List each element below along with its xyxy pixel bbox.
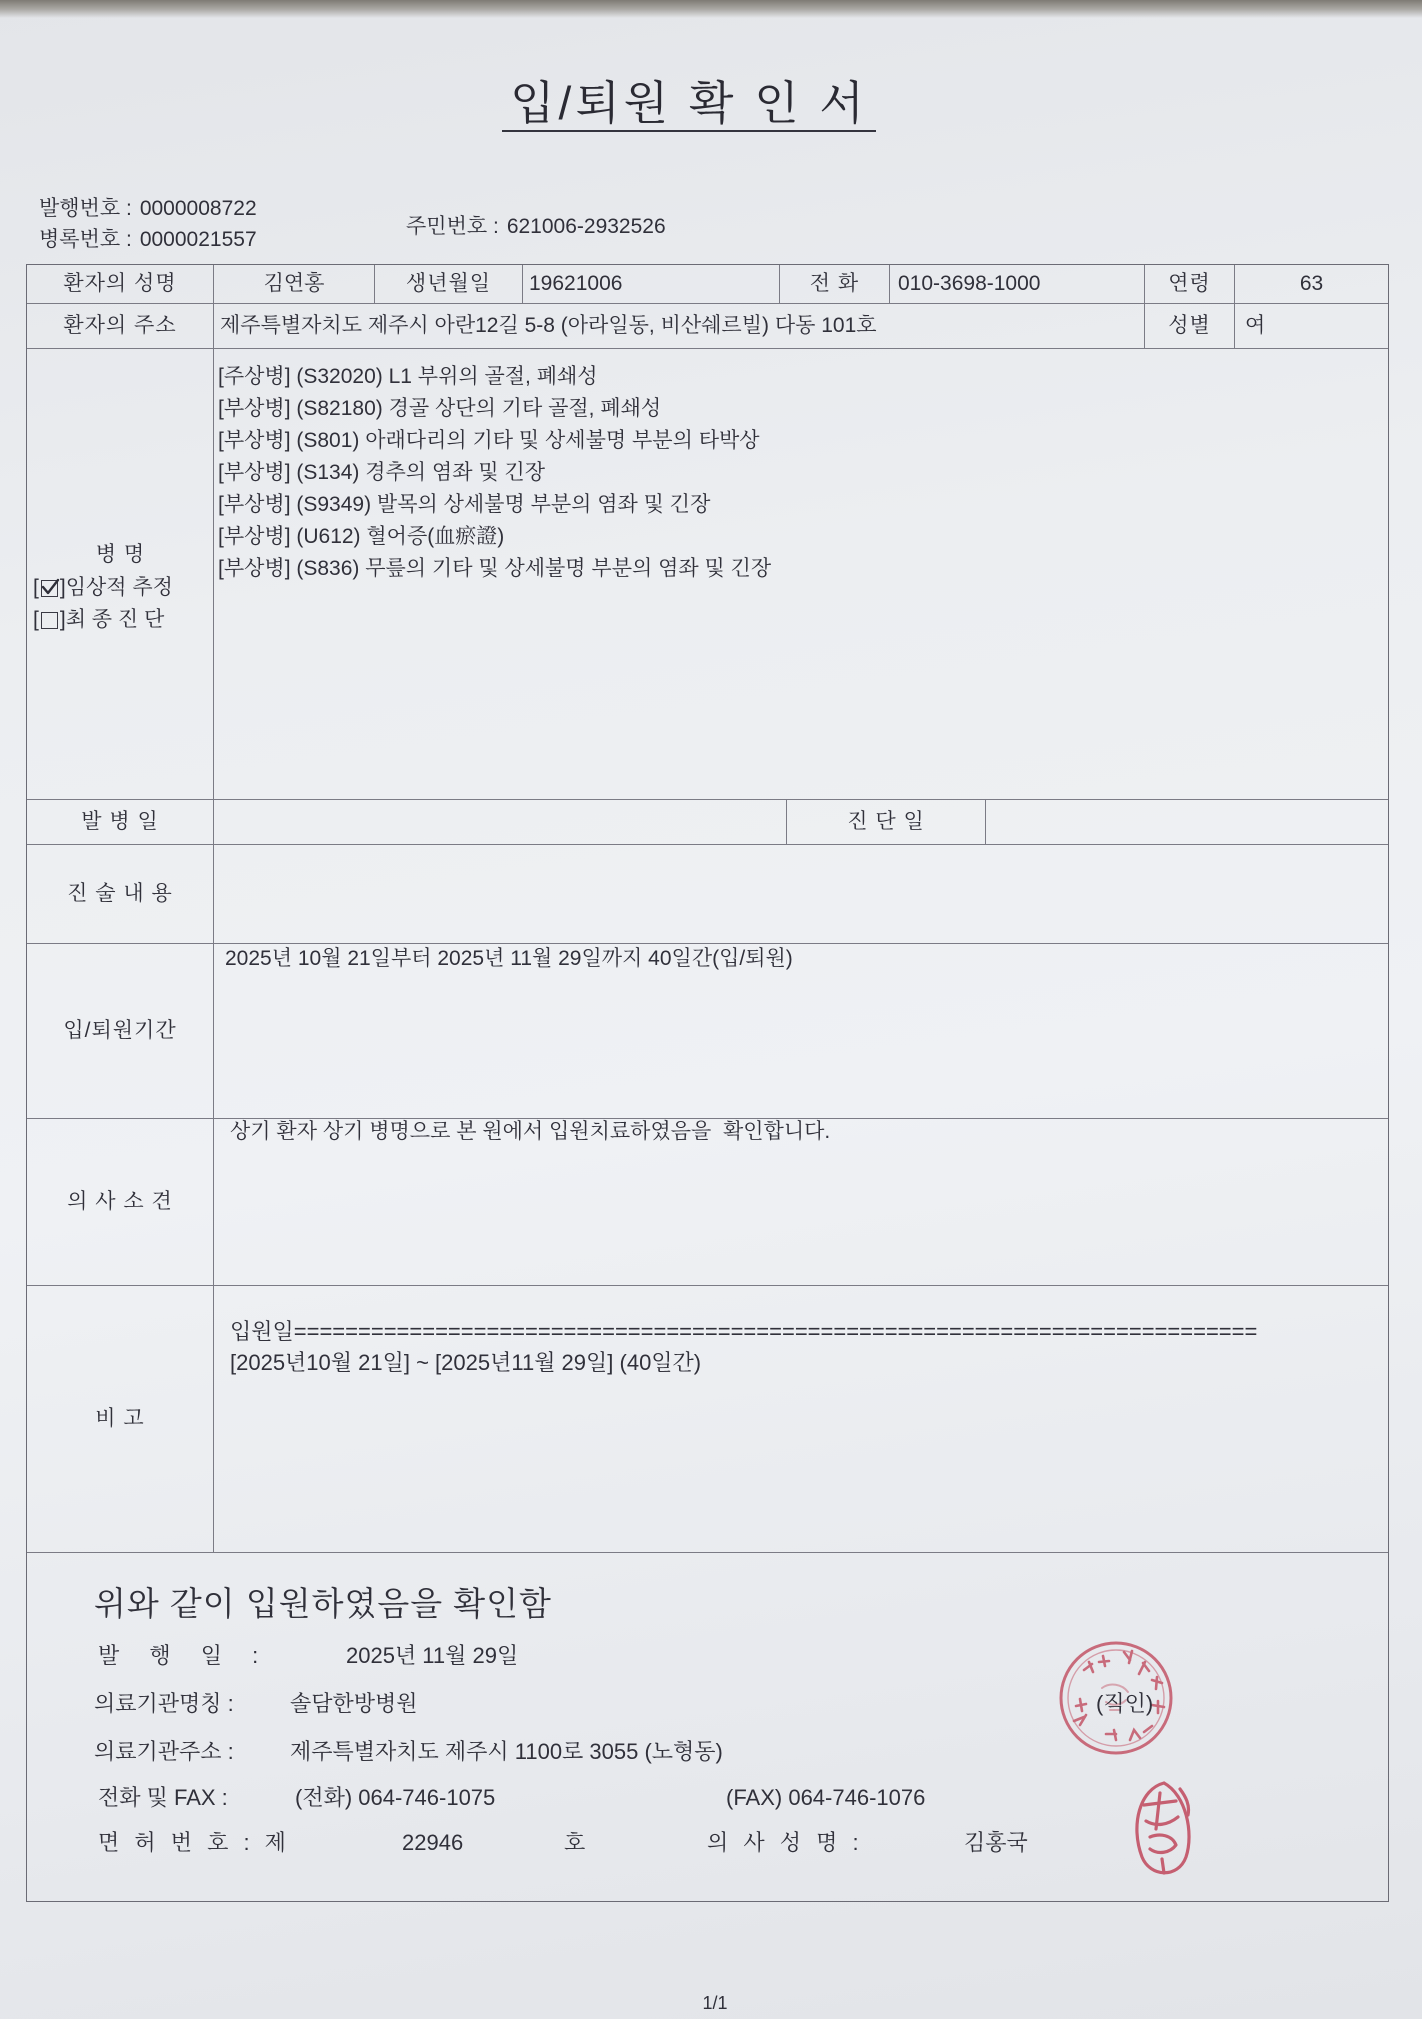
address-label: 환자의 주소 xyxy=(63,314,177,337)
address-cell xyxy=(214,304,1145,349)
license-suffix: 호 xyxy=(564,1830,586,1855)
birth-label: 생년월일 xyxy=(405,272,492,295)
patient-name: 김연홍 xyxy=(263,272,325,295)
issue-number-value: 0000008722 xyxy=(139,197,257,220)
phone-label-cell xyxy=(780,265,890,304)
patient-name-label: 환자의 성명 xyxy=(63,272,177,295)
diagnosis-date-value xyxy=(986,800,1388,845)
institution-address: 제주특별자치도 제주시 1100로 3055 (노형동) xyxy=(290,1739,723,1764)
age-label-cell xyxy=(1145,265,1235,304)
resident-number-label: 주민번호 : xyxy=(406,215,499,238)
issue-date-label: 발 행 일 : xyxy=(98,1643,259,1668)
diagnosis-item: [부상병] (U612) 혈어증(血瘀證) xyxy=(218,525,505,548)
checkbox-box xyxy=(41,612,58,629)
period-label-cell xyxy=(27,944,214,1119)
statement-label-cell xyxy=(27,845,214,944)
document-title: 입/퇴원 확 인 서 xyxy=(502,76,876,132)
doctor-name: 김홍국 xyxy=(964,1830,1028,1855)
age-value: 63 xyxy=(1299,272,1324,295)
seal-label: (직인) xyxy=(1096,1691,1154,1716)
institution-name-label: 의료기관명칭 : xyxy=(94,1691,234,1716)
diagnosis-item: [부상병] (S9349) 발목의 상세불명 부분의 염좌 및 긴장 xyxy=(218,493,711,516)
phone-fax-label: 전화 및 FAX : xyxy=(98,1785,228,1810)
sex-cell xyxy=(1235,304,1388,349)
address-label-cell xyxy=(27,304,214,349)
phone-cell xyxy=(890,265,1145,304)
diagnosis-label: 병 명 xyxy=(95,543,146,566)
final-diagnosis-label: 최 종 진 단 xyxy=(65,608,165,631)
statement-value xyxy=(214,845,1388,944)
period-text: 2025년 10월 21일부터 2025년 11월 29일까지 40일간(입/퇴원) xyxy=(225,947,793,970)
birth-label-cell xyxy=(375,265,523,304)
diagnosis-date-label: 진 단 일 xyxy=(847,810,925,833)
statement-label: 진 술 내 용 xyxy=(67,882,173,905)
bracket-close: ] xyxy=(59,608,66,631)
resident-number-value: 621006-2932526 xyxy=(506,215,666,238)
diagnosis-item: [부상병] (S801) 아래다리의 기타 및 상세불명 부분의 타박상 xyxy=(218,429,760,452)
period-cell xyxy=(214,944,1388,1119)
diagnosis-list xyxy=(214,349,1388,585)
diagnosis-item: [부상병] (S836) 무릎의 기타 및 상세불명 부분의 염좌 및 긴장 xyxy=(218,557,772,580)
license-number: 22946 xyxy=(402,1830,464,1855)
birth-cell xyxy=(523,265,780,304)
page-number: 1/1 xyxy=(702,1993,728,2013)
sex-label: 성별 xyxy=(1168,314,1211,337)
onset-label: 발 병 일 xyxy=(81,810,159,833)
diagnosis-list-cell xyxy=(214,349,1388,800)
checkbox-final-diagnosis xyxy=(33,606,164,634)
opinion-label-cell xyxy=(27,1119,214,1286)
diagnosis-label-cell xyxy=(27,349,214,800)
doctor-signature-icon xyxy=(1120,1775,1200,1885)
period-label: 입/퇴원기간 xyxy=(63,1019,177,1042)
patient-name-label-cell xyxy=(27,265,214,304)
issue-date-value: 2025년 11월 29일 xyxy=(346,1643,519,1668)
confirmation-statement: 위와 같이 입원하였음을 확인함 xyxy=(94,1585,552,1622)
record-number-value: 0000021557 xyxy=(139,228,257,251)
remarks-line: 입원일=========================================================================== xyxy=(230,1319,1258,1344)
address-value: 제주특별자치도 제주시 아란12길 5-8 (아라일동, 비산쉐르빌) 다동 101호 xyxy=(220,314,877,337)
institution-name: 솔담한방병원 xyxy=(290,1691,418,1716)
opinion-text: 상기 환자 상기 병명으로 본 원에서 입원치료하였음을 확인합니다. xyxy=(230,1120,831,1143)
checkbox-box xyxy=(41,580,58,597)
sex-value: 여 xyxy=(1245,314,1266,337)
record-number xyxy=(39,227,257,253)
opinion-label: 의 사 소 견 xyxy=(67,1190,173,1213)
remarks-line: [2025년10월 21일] ~ [2025년11월 29일] (40일간) xyxy=(230,1350,702,1375)
bracket-close: ] xyxy=(59,576,66,599)
patient-name-cell xyxy=(214,265,375,304)
certificate-table xyxy=(26,264,1389,1902)
clinical-estimate-label: 임상적 추정 xyxy=(65,576,173,599)
age-label: 연령 xyxy=(1168,272,1211,295)
resident-number xyxy=(406,214,666,240)
remarks-cell xyxy=(214,1286,1388,1553)
age-cell xyxy=(1235,265,1388,304)
checkbox-clinical-estimate xyxy=(33,574,173,602)
bracket-open: [ xyxy=(33,608,39,631)
onset-date-value xyxy=(214,800,787,845)
opinion-cell xyxy=(214,1119,1388,1286)
background-paper-edge xyxy=(0,0,1422,18)
diagnosis-item: [부상병] (S82180) 경골 상단의 기타 골절, 폐쇄성 xyxy=(218,397,662,420)
remarks-text xyxy=(214,1286,1388,1378)
title-container xyxy=(0,76,1378,132)
license-label: 면 허 번 호 : 제 xyxy=(98,1830,286,1855)
onset-label-cell xyxy=(27,800,214,845)
diagnosis-item-main: [주상병] (S32020) L1 부위의 골절, 폐쇄성 xyxy=(218,365,598,388)
phone-label: 전 화 xyxy=(809,272,860,295)
bracket-open: [ xyxy=(33,576,39,599)
check-mark-icon xyxy=(39,576,61,598)
certificate-footer xyxy=(27,1553,1388,1901)
remarks-label: 비 고 xyxy=(95,1407,145,1430)
diagnosis-item: [부상병] (S134) 경추의 염좌 및 긴장 xyxy=(218,461,546,484)
birth-value: 19621006 xyxy=(529,272,623,295)
issue-number-label: 발행번호 : xyxy=(39,197,132,220)
institution-fax: (FAX) 064-746-1076 xyxy=(726,1785,926,1810)
doctor-name-label: 의 사 성 명 : xyxy=(707,1830,859,1855)
sex-label-cell xyxy=(1145,304,1235,349)
institution-address-label: 의료기관주소 : xyxy=(94,1739,234,1764)
phone-value: 010-3698-1000 xyxy=(898,272,1041,295)
diagnosis-date-label-cell xyxy=(787,800,986,845)
institution-phone: (전화) 064-746-1075 xyxy=(295,1785,496,1810)
remarks-label-cell xyxy=(27,1286,214,1553)
issue-number xyxy=(39,196,257,222)
record-number-label: 병록번호 : xyxy=(39,228,132,251)
